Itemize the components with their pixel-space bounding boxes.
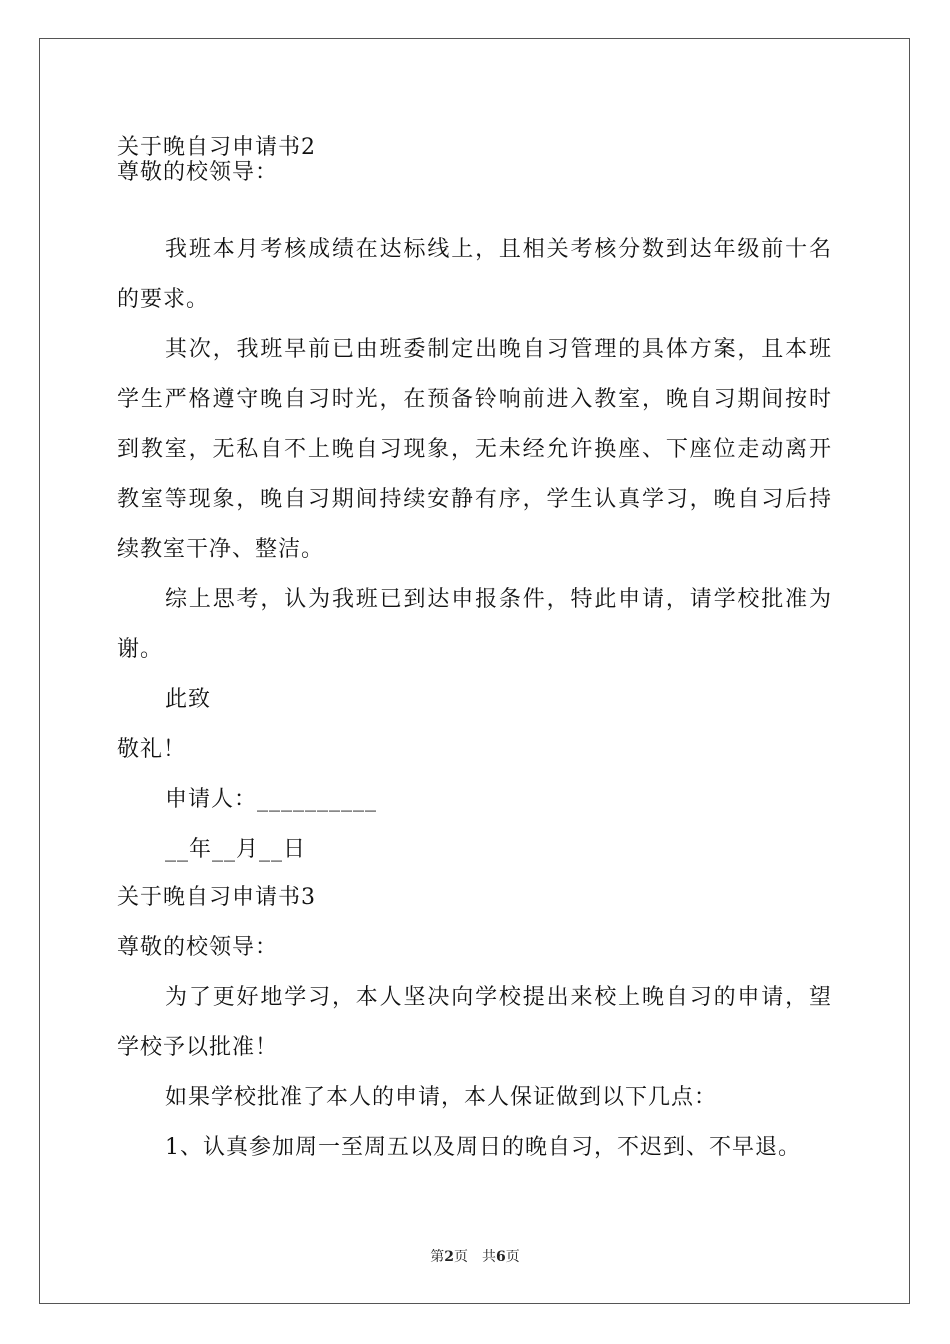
footer-total-pages: 6 — [496, 1249, 506, 1265]
section2-p1-line2: 的要求。 — [117, 287, 210, 312]
section3-salutation: 尊敬的校领导： — [117, 935, 279, 960]
section3-p1-line1: 为了更好地学习，本人坚决向学校提出来校上晚自习的申请，望 — [165, 985, 831, 1010]
section2-p3-line1: 综上思考，认为我班已到达申报条件，特此申请，请学校批准为 — [165, 587, 831, 612]
section3-title: 关于晚自习申请书3 — [117, 885, 316, 910]
section3-p1-line2: 学校予以批准！ — [117, 1035, 279, 1060]
section2-applicant: 申请人：__________ — [165, 787, 378, 812]
section2-p3-line2: 谢。 — [117, 637, 164, 662]
section2-p2-line5: 续教室干净、整洁。 — [117, 537, 325, 562]
section3-p2: 如果学校批准了本人的申请，本人保证做到以下几点： — [165, 1085, 718, 1110]
section2-p2-line2: 学生严格遵守晚自习时光，在预备铃响前进入教室，晚自习期间按时 — [117, 387, 831, 412]
footer-middle: 页 共 — [454, 1249, 496, 1265]
section2-closing-2: 敬礼！ — [117, 737, 187, 762]
section3-item1: 1、认真参加周一至周五以及周日的晚自习，不迟到、不早退。 — [165, 1135, 801, 1160]
section2-p2-line4: 教室等现象，晚自习期间持续安静有序，学生认真学习，晚自习后持 — [117, 487, 831, 512]
section2-closing-1: 此致 — [165, 687, 212, 712]
footer-suffix: 页 — [505, 1249, 520, 1265]
page-footer — [0, 1248, 950, 1266]
section2-salutation: 尊敬的校领导： — [117, 160, 279, 185]
page-frame — [39, 38, 910, 1304]
section2-p2-line1: 其次，我班早前已由班委制定出晚自习管理的具体方案，且本班 — [165, 337, 831, 362]
section2-date: __年__月__日 — [165, 837, 307, 862]
footer-page-number: 2 — [444, 1249, 454, 1265]
section2-title: 关于晚自习申请书2 — [117, 135, 316, 160]
section2-p2-line3: 到教室，无私自不上晚自习现象，无未经允许换座、下座位走动离开 — [117, 437, 831, 462]
footer-prefix: 第 — [430, 1249, 445, 1265]
section2-p1-line1: 我班本月考核成绩在达标线上，且相关考核分数到达年级前十名 — [165, 237, 831, 262]
